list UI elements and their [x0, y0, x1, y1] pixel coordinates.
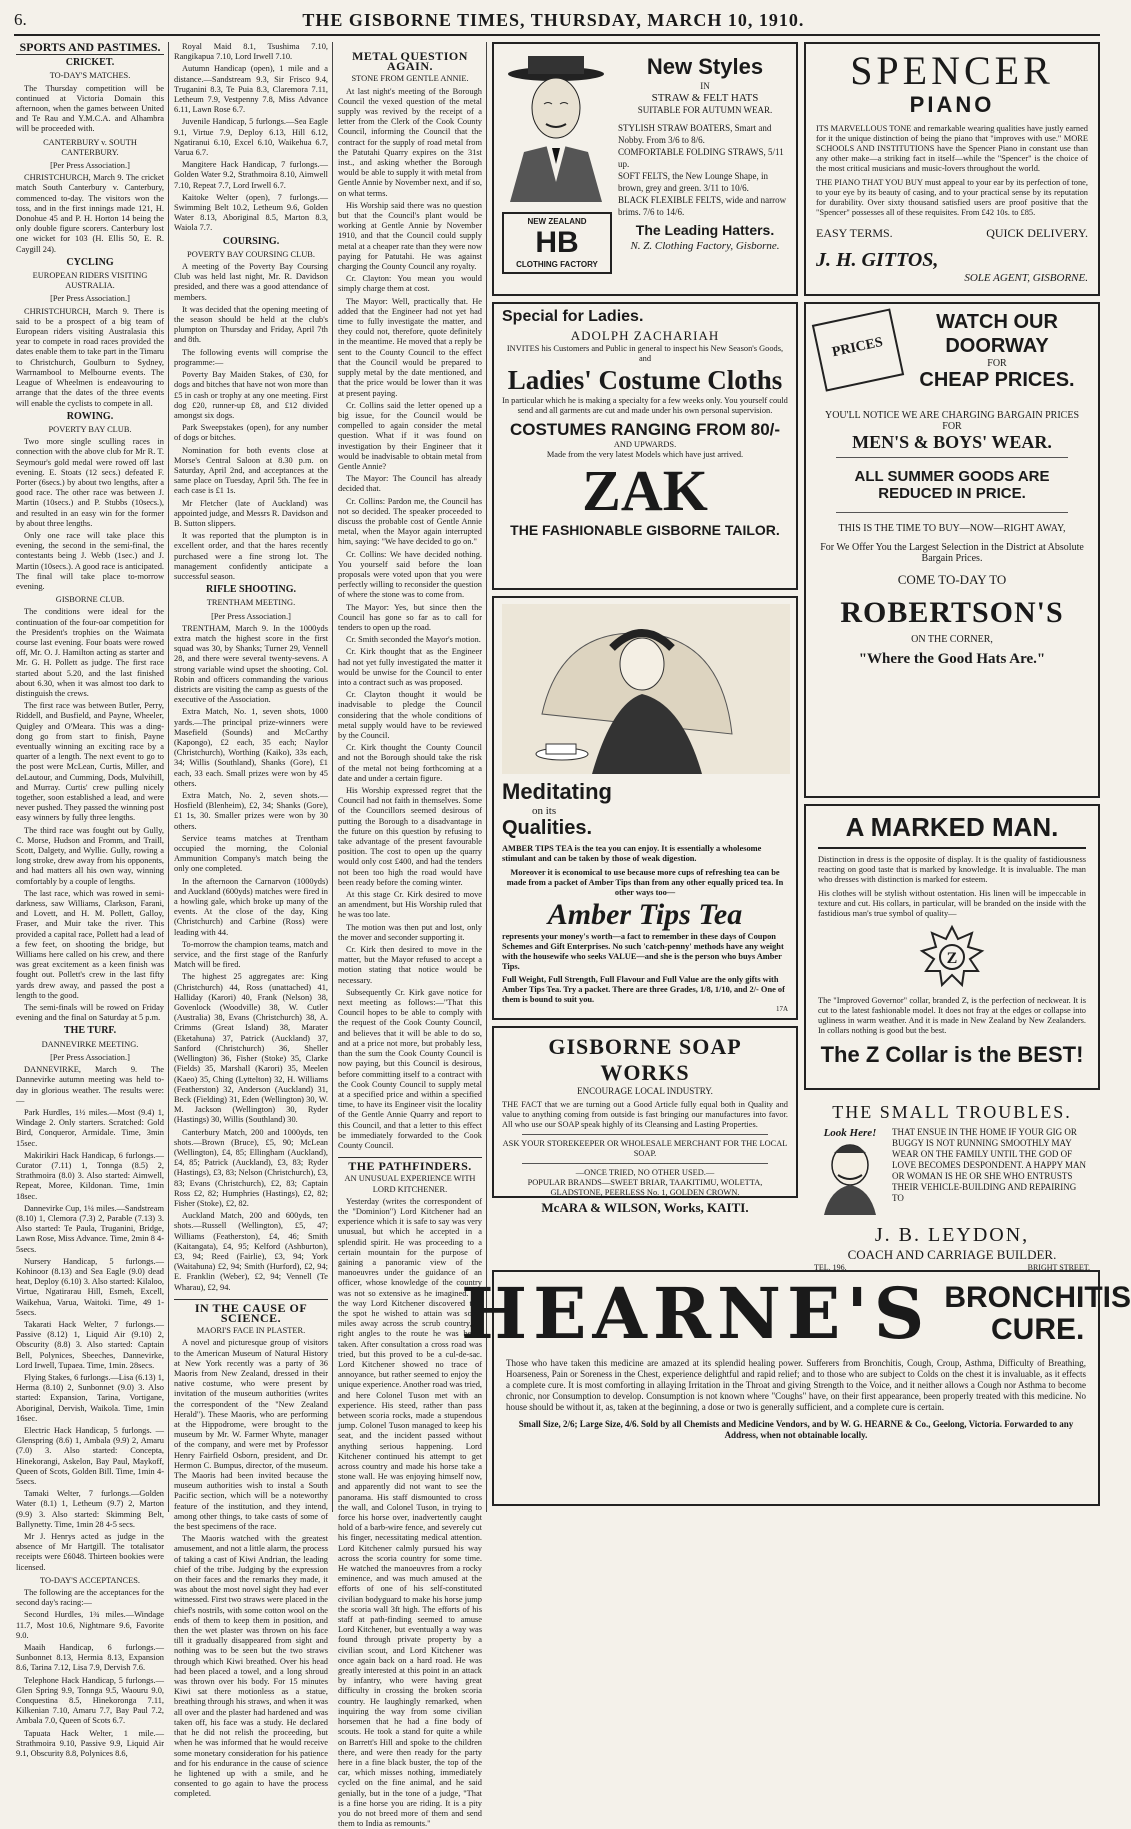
rowing-title: ROWING. — [66, 410, 114, 422]
paragraph: Royal Maid 8.1, Tsushima 7.10, Rangikapua 7.10, Lord Irwell 7.10. — [174, 42, 328, 62]
paragraph: Dannevirke Cup, 1¼ miles.—Sandstream (8.10) 1, Clemora (7.3) 2, Parable (7.13) 3. Also started: Te Paula, Truganini, Bridge, Lawn Rose, Miss Advance. Time, 2min 8 4-5secs. — [16, 1203, 164, 1254]
hat-man-illustration — [500, 52, 612, 202]
paragraph: Canterbury Match, 200 and 1000yds, ten shots.—Brown (Bruce), £5, 90; McLean (Wellington), £4, 85; Ellingham (Auckland), £4, 85; Patrick (Auckland), £3, 83; Ryder (Hastings), £3, 83; Nelson (Christchurch), £3, 83; Evans (Christchurch), £2, 83; Captain Ross £2, 82; Humphries (Hastings), £2, 82; Fisher (Stoke), £2, 82. — [174, 1127, 328, 1208]
text: SUITABLE FOR AUTUMN WEAR. — [637, 105, 773, 115]
paragraph: DANNEVIRKE, March 9. The Dannevirke autumn meeting was held to-day in glorious weather. The results were:— — [16, 1065, 164, 1105]
paragraph: Extra Match, No. 2, seven shots.—Hosfield (Blenheim), £2, 34; Shanks (Gore), £1 1s, 30. Smaller prizes were won by 30 others. — [174, 791, 328, 831]
paragraph: In the afternoon the Carnarvon (1000yds) and Auckland (600yds) matches were fired in a howling gale, which broke up many of the events. At the close of the day, King (Christchurch) and Carbine (Ross) were leading with 44. — [174, 876, 328, 937]
sports-heading: SPORTS AND PASTIMES. — [16, 42, 164, 55]
zak-logo: ZAK — [582, 458, 708, 523]
paragraph: Flying Stakes, 6 furlongs.—Lisa (6.13) 1, Herma (8.10) 2, Sunbonnet (9.0) 3. Also started: Expansion, Tarina, Vortigane, Aboriginal, Dervish, Waikola. Time, 1min 16sec. — [16, 1372, 164, 1423]
text: COSTUMES RANGING FROM 80/- — [509, 420, 781, 439]
text: represents your money's worth—a fact to remember in these days of Coupon Schemes and Gift Enterprises. No such 'catch-penny' methods have any weight with the housewife who seeks VALUE—and she is the person who buys Amber Tips. — [502, 932, 784, 971]
text: Meditating — [502, 779, 612, 804]
rifle-title: RIFLE SHOOTING. — [205, 584, 297, 596]
text: Special for Ladies. — [502, 308, 644, 325]
text: McARA & WILSON, Works, KAITI. — [541, 1200, 749, 1215]
paragraph: The conditions were ideal for the continuation of the four-oar competition for the President's trophies on the Waimata course last evening. Four boats were rowed off, Mr. O. J. Hamilton acting as starter and Mr. G. H. Pollett as judge. The first race started about 5.20, and the last finished about 6.30, when it was almost too dark to distinguish the crews. — [16, 607, 164, 698]
pathfinders-title: THE PATHFINDERS. — [338, 1157, 482, 1171]
cricket-match: CANTERBURY v. SOUTH CANTERBURY. — [43, 137, 137, 157]
paragraph: Kaitoke Welter (open), 7 furlongs.—Swimming Belt 10.2, Letheum 9.6, Golden Water 8.13, Aboriginal 8.5, Marton 8.3, Waiola 7.7. — [174, 192, 328, 233]
text: ENCOURAGE LOCAL INDUSTRY. — [577, 1086, 713, 1096]
text: ADOLPH ZACHARIAH — [570, 328, 720, 343]
paragraph: A meeting of the Poverty Bay Coursing Club was held last night, Mr. R. Davidson presided, and there was a good attendance of members. — [174, 262, 328, 302]
metal-title: METAL QUESTION AGAIN. — [352, 49, 468, 74]
text: THAT ENSUE IN THE HOME IF YOUR GIG OR BUGGY IS NOT RUNNING SMOOTHLY MAY WEAR ON THE FAMILY UNTIL THE GOD OF LOVE BECOMES DESPONDENT. A HAPPY MAN OR WOMAN IS HE OR SHE WHO ENTRUSTS THEIR VEHICLE-BUILDING AND REPAIRING TO — [892, 1127, 1087, 1203]
text: BRONCHITIS — [944, 1281, 1131, 1314]
paragraph: Park Hurdles, 1½ miles.—Most (9.4) 1, Windage 2. Only starters. Scratched: Gold Bird, Conqueror, Armidale. Time, 3min 15sec. — [16, 1107, 164, 1148]
paragraph: It was reported that the plumpton is in excellent order, and that the hares recently purchased were a fine strong lot. The management confidently anticipate a successful season. — [174, 531, 328, 581]
paragraph: CHRISTCHURCH, March 9. There is said to be a prospect of a big team of European riders visiting Australasia this year to compete in road races provided the dates enable them to take part in the Timaru to Christchurch, Goulburn to Sydney, Warrnambool to Melbourne events. The League of Wheelmen is endeavouring to arrange that the dates of the three events will enable the cyclists to compete in all. — [16, 306, 164, 408]
text: Qualities. — [502, 817, 593, 839]
paragraph: The following events will comprise the programme:— — [174, 347, 328, 367]
agent-name: J. H. GITTOS, — [816, 249, 939, 271]
piano-label: PIANO — [909, 92, 995, 117]
science-sub: MAORI'S FACE IN PLASTER. — [196, 1326, 306, 1336]
paragraph: Mr Fletcher (late of Auckland) was appointed judge, and Messrs R. Davidson and B. Sutton slippers. — [174, 498, 328, 528]
press-line: [Per Press Association.] — [211, 611, 291, 621]
cricket-sub: TO-DAY'S MATCHES. — [49, 71, 131, 81]
text: Full Weight, Full Strength, Full Flavour and Full Value are the only gifts with Amber Tips Tea. Try a packet. There are three Grades, 1/8, 1/10, and 2/- One of them is bound to suit you. — [502, 975, 785, 1004]
text: COMFORTABLE FOLDING STRAWS, 5/11 up. — [618, 147, 784, 169]
text: COME TO-DAY TO — [897, 572, 1007, 587]
paragraph: Auckland Match, 200 and 600yds, ten shots.—Russell (Wellington), £5, 47; Williams (Featherston), £4, 46; Smith (Kaitangata), £4, 95; Kelford (Ashburton), £3, 94; Reed (Fairlie), £3, 94; York (Waitahuna) £2, 94; Smith (Hurford), £2, 94; E. Franklin (Weber), £2, 94; Vennell (Te Wharau), £2, 94. — [174, 1211, 328, 1292]
text: Made from the very latest Models which have just arrived. — [546, 450, 744, 459]
paragraph: To-morrow the champion teams, match and service, and the first stage of the Ranfurly Match will be fired. — [174, 939, 328, 970]
text: —ONCE TRIED, NO OTHER USED.— — [575, 1168, 715, 1177]
z-letter: Z — [946, 950, 958, 967]
paragraph: Makirikiri Hack Handicap, 6 furlongs.—Curator (7.11) 1, Tonnga (8.5) 2, Strathmoira (8.0) 3. Also started: Aimwell, Repeat, Moree, Kildonan. Time, 1min 18sec. — [16, 1150, 164, 1201]
robertsons-name: ROBERTSON'S — [840, 596, 1064, 629]
paragraph: The motion was then put and lost, only the mover and seconder supporting it. — [338, 922, 482, 942]
text: ITS MARVELLOUS TONE and remarkable wearing qualities have justly earned for it the unique distinction of being the piano that "improves with use." MORE SCHOOLS AND INSTITUTIONS have the Spencer Piano in constant use than any other make—a striking fact in itself—while the "Spencer" is the choice of the most critical musicians and music-lovers throughout the world. — [816, 124, 1088, 173]
z-collar-best: The Z Collar is the BEST! — [820, 1042, 1084, 1067]
paragraph: A novel and picturesque group of visitors to the American Museum of Natural History at New York recently was a party of 36 Maoris from New Zealand, dressed in their native costume, who were present by invitation of the museum authorities (writes the correspondent of the "New Zealand Herald"). These Maoris, who are performing at the Hippodrome, were brought to the museum by Mr. W. Farmer Whyte, manager of the company, and were met by Professor Henry Fairfield Osborn, president, and Dr. Hermon C. Bumpus, director, of the museum. The Maoris had been invited because the museum authorities wish to instal a South Pacific section, which will be a noteworthy feature of the institution, and they intend, among other things, to take casts of some of the best specimens of the race. — [174, 1338, 328, 1532]
paragraph: Nomination for both events close at Morse's Central Saloon at 8.30 p.m. on Saturday, April 2nd, and acceptances at the same place on Tuesday, April 5th. The fee in each case is £1 1s. — [174, 445, 328, 496]
ad-new-styles — [492, 42, 798, 296]
prices-badge: PRICES — [812, 308, 904, 391]
paragraph: At last night's meeting of the Borough Council the vexed question of the metal supply was revived by the receipt of a letter from the Clerk of the Cook County Council, informing the Council that the contract for the supply of road metal from the Patutahi Quarry expires on the 31st inst., and asking whether the Borough would be able to supply it with metal from Gentle Annie by November next, and if so, on what terms. — [338, 86, 482, 198]
paragraph: Extra Match, No. 1, seven shots, 1000 yards.—The principal prize-winners were Masefield (Sounds) and McCarthy (Kapongo), £2 each, 35 each; Naylor (Christchurch), Worthing (Kaiko), 33s each, 34; Willis (Southland), Shanks (Gore), £1 each, 33 each. Small prizes were won by 45 others. — [174, 707, 328, 788]
paragraph: Poverty Bay Maiden Stakes, of £30, for dogs and bitches that have not won more than £5 in cash or trophy at any one meeting. First dog £20, runner-up £8, and £12 divided amongst six dogs. — [174, 370, 328, 420]
paragraph: The Thursday competition will be continued at Victoria Domain this afternoon, when the games between United and Te Rau and Y.M.C.A. and Alhambra will be proceeded with. — [16, 83, 164, 134]
ad-spencer-piano — [804, 42, 1100, 296]
text: STYLISH STRAW BOATERS, Smart and Nobby. From 3/6 to 8/6. — [618, 123, 772, 145]
text: IN — [700, 81, 710, 91]
text: The "Improved Governor" collar, branded Z, is the perfection of neckwear. It is cut to the latest fashionable model. It does not fray at the edges or collapse into ugliness in warm weather. And it is made in New Zealand by New Zealanders. In collars nothing is good but the best. — [818, 996, 1086, 1035]
text: Ladies' Costume Cloths — [507, 365, 783, 395]
text: SOLE AGENT, GISBORNE. — [964, 272, 1088, 284]
text: COACH AND CARRIAGE BUILDER. — [847, 1247, 1057, 1262]
paragraph: Electric Hack Handicap, 5 furlongs. —Glenspring (8.6) 1, Ambala (9.9) 2, Amaru (7.0) 3. Also started: Concepta, Hinekorangi, Askelon, Bay Paul, Maykoff, Queen of Scots, Golden Bill. Time, 1min 4-5secs. — [16, 1426, 164, 1487]
text: FOR — [987, 358, 1007, 369]
paragraph: Cr. Smith seconded the Mayor's motion. — [346, 635, 481, 645]
ad-amber-tips — [492, 596, 798, 1020]
paragraph: Mr J. Henrys acted as judge in the absence of Mr Hartgill. The totalisator receipts were £6048. Thirteen bookies were licensed. — [16, 1532, 164, 1572]
text: THIS IS THE TIME TO BUY—NOW—RIGHT AWAY, — [838, 523, 1066, 534]
paragraph: The Mayor: Yes, but since then the Council has gone so far as to call for tenders to open up the road. — [338, 602, 482, 632]
paragraph: His Worship said there was no question but that the Council's plant would be working at Gentle Annie by November 1910, and that the Council could supply metal at a cheaper rate than they were now paying for Patutahi. He was against charging the County Council any royalty. — [338, 200, 482, 272]
paragraph: Yesterday (writes the correspondent of the "Dominion") Lord Kitchener had an experience which it is safe to say was very unusual, but which he accepted in a splendid spirit. He was proceeding to a certain mountain for the purpose of gaining a panoramic view of the manoeuvres under the guidance of an officer, whose knowledge of the country was not so extensive as he imagined. On the way Lord Kitchener discovered that the spot he wished to attain was some miles away across the scrub country, at right angles to the route he was being taken. After consultation a cross road was tried, but this proved to be a cul-de-sac. Lord Kitchener showed no trace of annoyance, but rather seemed to enjoy the unique experience. Another road was tried, and here Colonel Tuson met with an experience. His steed, rather than pass between scoria rocks, made a stupendous jump. Colonel Tuson managed to keep his seat, and the incident passed without anything serious happening. Lord Kitchener continued his attempt to get across country and made his horse take a stone wall. He was enjoying himself now, and apparently did not want to see the panorama. His staff dismounted to cross the wall, and Colonel Tuson, in trying to force his horse over, inadvertently caught hold of a barb-wire fence, and severely cut his finger, necessitating medical attention. Lord Kitchener calmly pursued his way across the scoria country for some time. He watched the manoeuvres from a rocky eminence, and was much amused at the efforts of one of his self-constituted civilian bodyguard to make his horse jump the scoria wall 3ft high. The efforts of his staff at path-finding seemed to amuse Lord Kitchener, but eventually a way was found through private property by a civilian scout, and Lord Kitchener was once again back on a hard road. He was greatly interested at this point in an attack by infantry, who were having great difficulty in crossing the broken scoria country. He laughingly remarked, when inquiring the way from some civilian horsemen that he had a fine body of scouts. He took a stand for quite a while on Barrett's Hill and spoke to the children there, and were then ready for the party here in a fine black buster, the top of the car, which misses nothing, immediately cycled on the fine animal, and he said genially, but in the tone of a judge, "That is a fine horse you are riding. It is a pity you do not breed more of them and send them to India as remounts." — [338, 1196, 482, 1829]
page-number: 6. — [14, 10, 27, 29]
ad-small-troubles — [804, 1096, 1100, 1272]
column-sports — [16, 40, 165, 1759]
paragraph: Two more single sculling races in connection with the above club for Mr R. T. Seymour's gold medal were rowed off last evening. E. Stoats (12 secs.) defeated F. Porter (6secs.) by about two lengths, after a good race. The other race was between J. Martin (10secs.) and P. Stubbs (10secs.), and resulted in an easy win for the former by about three lengths. — [16, 437, 164, 528]
paragraph: It was decided that the opening meeting of the season should be held at the club's plumpton on Thursday and Friday, April 7th and 8th. — [174, 304, 328, 345]
ad-hearnes — [461, 1270, 1131, 1506]
science-title: IN THE CAUSE OF SCIENCE. — [174, 1299, 328, 1323]
text: J. B. LEYDON, — [874, 1224, 1030, 1246]
coursing-title: COURSING. — [222, 235, 280, 247]
soap-title: GISBORNE SOAP WORKS — [548, 1034, 742, 1085]
troubles-title: THE SMALL TROUBLES. — [832, 1102, 1072, 1122]
masthead — [14, 6, 1100, 36]
text: on its — [532, 805, 557, 817]
paragraph: Service teams matches at Trentham occupied the morning, the Colonial Ammunition Company's match being the only one completed. — [174, 833, 328, 874]
text: WATCH OUR — [936, 311, 1058, 333]
paragraph: Cr. Kirk thought the County Council and not the Borough should take the risk of the metal not being forthcoming at a date and under a certain figure. — [338, 743, 482, 783]
paragraph: Tapuata Hack Welter, 1 mile.—Strathmoira 9.10, Passive 9.9, Liquid Air 9.1, Obscurity 8.8, Polynices 8.6, — [16, 1728, 164, 1759]
paragraph: The Mayor: Well, practically that. He added that the Engineer had not yet had time to fully investigate the matter, and they could not, therefore, quote definitely in the meantime. He moved that a reply be sent to the County Council to the effect that the Council would be prepared to supply metal by the date mentioned, and that the price would be lower than it was at present paying. — [338, 296, 482, 398]
paragraph: Park Sweepstakes (open), for any number of dogs or bitches. — [174, 423, 328, 443]
pathfinders-sub: AN UNUSUAL EXPERIENCE WITH LORD KITCHENER. — [344, 1174, 476, 1194]
text: MEN'S & BOYS' WEAR. — [852, 432, 1052, 452]
paragraph: Cr. Collins: Pardon me, the Council has not so decided. The speaker proceeded to discuss the probable cost of Gentle Annie metal, when the Mayor again interrupted him, saying: "We have decided to go on." — [338, 496, 482, 547]
rowing-sub2: GISBORNE CLUB. — [55, 595, 125, 605]
text: DOORWAY — [945, 335, 1049, 357]
press-line: [Per Press Association.] — [50, 1052, 130, 1062]
text: SOFT FELTS, the New Lounge Shape, in brown, grey and green. 3/11 to 10/6. — [618, 171, 768, 193]
text: AMBER TIPS TEA is the tea you can enjoy. It is essentially a wholesome stimulant and can be taken by those of weak digestion. — [502, 844, 762, 863]
text: THE PIANO THAT YOU BUY must appeal to your ear by its perfection of tone, to your eye by its beauty of casing, and to your practical sense by its reputation for durability. Over sixty thousand satisfied users are proof positive that the "Spencer" possesses all of these requisites. From £42 10s. to £85. — [816, 178, 1088, 217]
text: YOU'LL NOTICE WE ARE CHARGING BARGAIN PRICES — [824, 410, 1080, 421]
paragraph: Second Hurdles, 1¾ miles.—Windage 11.7, Most 10.6, Nightmare 9.6, Favorite 9.0. — [16, 1610, 164, 1640]
text: 17A — [775, 1005, 788, 1013]
paragraph: Maaih Handicap, 6 furlongs.—Sunbonnet 8.13, Hermia 8.13, Expansion 8.6, Tarina 7.12, Lisa 7.9, Dervish 7.6. — [16, 1643, 164, 1673]
paragraph: At this stage Cr. Kirk desired to move an amendment, but His Worship ruled that he was too late. — [338, 890, 482, 920]
turf-sub: DANNEVIRKE MEETING. — [41, 1039, 139, 1049]
paragraph: The Maoris watched with the greatest amusement, and not a little alarm, the process of taking a cast of Kiwi Andrian, the leading chief of the tribe. Judging by the expression on their faces and the remarks they made, it was about the most novel sight they had ever witnessed. First two straws were placed in the chief's nostrils, with some cotton wool on the ends of them to keep them in position, and then the wet plaster was thrown on his face till it gradually disappeared from sight and nothing was to be seen but the two straws through which Kiwi breathed. Over his head had been placed a towel, and a long shroud was thrown over his body. For 15 minutes Kiwi sat there motionless as a statue, breathing through his straws, and when it was all over and the plaster had hardened and was taken off, his face was a study. He declared that he did not relish the proceeding, but when he was informed that he would receive some monetary consideration for his patience and for his endurance in the cause of science he lightened up with a smile, and he consented to go again to have the process completed. — [174, 1534, 328, 1799]
paragraph: Cr. Clayton: You mean you would simply charge them at cost. — [338, 274, 482, 294]
paragraph: His Worship expressed regret that the Council had not faith in themselves. Some of the Councillors seemed desirous of putting the Borough to a disadvantage in the future on this question by refusing to take advantage of the present favourable position. The cost to open up the quarry would only cost £400, and had the tenders not been too high the road would have been ready before the coming winter. — [338, 786, 482, 887]
paragraph: The first race was between Butler, Perry, Riddell, and Busfield, and Payne, Wheeler, Quigley and O'Meara. This was a ding-dong go from start to finish, Payne eventually winning an exciting race by a quarter of a length. The next event to go to the post were McLean, Curtis, Miller, and deLautour, and Cumming, Dods, Mulvihill, and Murray. Curtis' crew pulling nicely together, soon established a lead, and were never pushed. They passed the winning post easy winners by fully three lengths. — [16, 701, 165, 823]
turf-sub2: TO-DAY'S ACCEPTANCES. — [40, 1575, 140, 1585]
text: STRAW & FELT HATS — [651, 92, 759, 104]
ad-marked-man — [804, 804, 1100, 1090]
paragraph: The last race, which was rowed in semi-darkness, saw Williams, Clarkson, Farani, and Lovett, and H. M. Pollett, Galloy, Fraser, and Muir take the river. This provided a capital race, Pollett had a lead of a few feet, on shooting the bridge, but Williams here called on his crew, and there was great excitement as a keen finish was fought out. Pollett's crew in the last fifty yards drew away, and passed the post a length to the good. — [16, 888, 164, 1000]
paragraph: Cr. Collins said the letter opened up a big issue, for the Council would be compelled to again consider the metal question. What if it was found on investigation by their Engineer that it would be inadvisable to obtain metal from Gentle Annie? — [338, 400, 482, 471]
text: TEL. 196. — [814, 1263, 847, 1272]
new-styles-title: New Styles — [646, 54, 764, 79]
paragraph: The third race was fought out by Gully, C. Morse, Hudson and Fromm, and Traill, Scott, Dalgety, and Wyllie. Gully, rowing a long stroke, drew away from his opponents, and had matters all his own way, winning comfortably by a couple of lengths. — [16, 825, 164, 886]
turf-title: THE TURF. — [63, 1025, 117, 1037]
newspaper-title: THE GISBORNE TIMES, THURSDAY, MARCH 10, 1910. — [302, 9, 805, 30]
press-line: [Per Press Association.] — [50, 294, 130, 304]
text: CURE. — [990, 1313, 1085, 1346]
text: AND UPWARDS. — [613, 440, 677, 449]
rifle-sub: TRENTHAM MEETING. — [206, 598, 296, 608]
text: His clothes will be stylish without ostentation. His linen will be impeccable in texture and cut. His collars, in particular, will be branded on the inside with the fastidious man's true symbol of quality— — [818, 889, 1086, 918]
text: THE FASHIONABLE GISBORNE TAILOR. — [510, 522, 780, 538]
paragraph: The Mayor: The Council has already decided that. — [338, 474, 482, 494]
ad-robertsons — [804, 302, 1100, 798]
hb-logo: NEW ZEALAND HB CLOTHING FACTORY — [502, 212, 612, 274]
text: N. Z. Clothing Factory, Gisborne. — [630, 240, 780, 252]
text: EASY TERMS. — [816, 226, 893, 240]
paragraph: Cr. Clayton thought it would be inadvisable to pledge the Council considering that the whole conditions of metal supply would have to be reviewed by the Council. — [338, 690, 482, 740]
paragraph: The semi-finals will be rowed on Friday evening and the final on Saturday at 5 p.m. — [16, 1003, 164, 1023]
coursing-sub: POVERTY BAY COURSING CLUB. — [187, 249, 315, 259]
text: The Leading Hatters. — [635, 222, 775, 238]
paragraph: Cr. Kirk then desired to move in the matter, but the Mayor refused to accept a motion stating that notice would be necessary. — [338, 945, 482, 985]
hearnes-name: HEARNE'S — [461, 1272, 931, 1355]
text: Those who have taken this medicine are amazed at its splendid healing power. Sufferers from Bronchitis, Cough, Croup, Asthma, Difficulty of Breathing, Hoarseness, Pain or Soreness in the Chest, experience delightful and rapid relief; and to those who are subject to Colds on the chest it is invaluable, as it effects a complete cure. It is most comforting in allaying Irritation in the Throat and giving Strength to the Voice, and it neither allows a Cough nor Asthma to become chronic, nor Consumption to develop. Consumption is not known where "Coughs" have, on their first appearance, been properly treated with this medicine. No house should be without it, as, taken at the beginning, a dose or two is generally sufficient, and a complete cure is certain. — [506, 1358, 1086, 1412]
text: ALL SUMMER GOODS ARE REDUCED IN PRICE. — [854, 468, 1050, 502]
text: In particular which he is making a specialty for a few weeks only. You yourself could send and all garments are cut and made under his own personal supervision. — [502, 396, 788, 415]
text: POPULAR BRANDS—SWEET BRIAR, TAAKITIMU, WOLETTA, GLADSTONE, PEERLESS No. 1, GOLDEN CROWN. — [527, 1178, 763, 1197]
text: Distinction in dress is the opposite of display. It is the quality of fastidiousness reacting on good taste that is marked by knowledge. It is invaluable. The man who dresses with distinction is marked for esteem. — [818, 855, 1086, 884]
paragraph: Telephone Hack Handicap, 5 furlongs.—Glen Spring 9.9, Tonnga 9.5, Waouru 9.0, Conquestina 8.5, Hinekoronga 7.11, Kilkenian 7.10, Amaru 7.7, Bay Paul 7.2, Ambala 7.0, Queen of Scots 6.7. — [16, 1675, 164, 1726]
text: INVITES his Customers and Public in general to inspect his New Season's Goods, and — [506, 344, 784, 363]
rowing-sub: POVERTY BAY CLUB. — [48, 424, 132, 434]
text: QUICK DELIVERY. — [986, 226, 1088, 240]
ad-soap-works — [492, 1026, 798, 1215]
text: ASK YOUR STOREKEEPER OR WHOLESALE MERCHANT FOR THE LOCAL SOAP. — [502, 1139, 788, 1158]
paragraph: Autumn Handicap (open), 1 mile and a distance.—Sandstream 9.3, Sir Frisco 9.4, Truganini 8.3, Te Puia 8.3, Claremora 7.11, Letheum 7.9, Vestpenny 7.8, Miss Advance 6.11, Lawn Rose 6.7. — [174, 64, 328, 115]
paragraph: Juvenile Handicap, 5 furlongs.—Sea Eagle 9.1, Virtue 7.9, Deploy 6.13, Hill 6.12, Ngatiranui 6.10, Excel 6.10, Waikehua 6.7, Varua 6.7. — [174, 117, 328, 158]
ad-ladies — [492, 302, 798, 590]
text: Moreover it is economical to use because more cups of refreshing tea can be made from a packet of Amber Tips than from any other equally priced tea. In other ways too— — [506, 868, 784, 897]
paragraph: Tamaki Welter, 7 furlongs.—Golden Water (8.1) 1, Letheum (9.7) 2, Marton (9.9) 3. Also started: Skimming Belt, Ballynetty. Time, 1min 28 4-5 secs. — [16, 1489, 164, 1529]
text: Look Here! — [823, 1127, 877, 1139]
press-line: [Per Press Association.] — [50, 161, 130, 171]
paragraph: Nursery Handicap, 5 furlongs.—Kohinoor (8.13) and Sea Eagle (9.0) dead heat, Deploy (6.10) 3. Also started: Kilaloo, Virtue, Ngatirarau Hill, Esmeh, Excell, Waikehua, Varua, Waitoki. Time, 49 1-5secs. — [16, 1256, 164, 1317]
paragraph: Cr. Kirk thought that as the Engineer had not yet fully investigated the matter it would be unwise for the Council to enter into a contract such as was proposed. — [338, 647, 482, 687]
text: "Where the Good Hats Are." — [858, 651, 1046, 667]
spencer-title: SPENCER — [850, 48, 1054, 93]
text: ON THE CORNER, — [911, 634, 993, 645]
gentleman-caricature — [816, 1139, 884, 1215]
cricket-title: CRICKET. — [65, 57, 115, 69]
cycling-title: CYCLING — [66, 256, 114, 268]
text: THE FACT that we are turning out a Good Article fully equal both in Quality and value to anything coming from outside is fast bringing our manufactures into favor. All who use our SOAP speak highly of its Cleansing and Lasting Properties. — [502, 1100, 788, 1129]
paragraph: Cr. Collins: We have decided nothing. You yourself said before the loan proposals were voted upon that you were perfectly willing to reconsider the question of where the stone was to come from. — [338, 549, 482, 600]
text: BLACK FLEXIBLE FELTS, wide and narrow brims. 7/6 to 14/6. — [618, 195, 787, 217]
paragraph: Subsequently Cr. Kirk gave notice for next meeting as follows:—"That this Council hopes to be able to comply with the request of the Cook County Council, and believes that it will be able to do so, and at a price not more, but probably less, than the sum the Cook County Council is now paying, but this Council is desirous, before committing itself to a contract with the Cook County Council to supply metal at a specified price and within a specified time, to have its Engineer visit the locality of the Gentle Annie Quarry and report to this Council, and that a letter to this effect be immediately forwarded to the Cook County Council. — [338, 987, 482, 1150]
metal-sub: STONE FROM GENTLE ANNIE. — [351, 74, 469, 84]
column-sports-continued — [174, 42, 328, 1799]
text: FOR — [942, 421, 962, 432]
paragraph: The following are the acceptances for the second day's racing:— — [16, 1588, 164, 1608]
paragraph: CHRISTCHURCH, March 9. The cricket match South Canterbury v. Canterbury, commenced to-day. The visitors won the toss, and in the first innings made 121, H. Donohue 45 and P. H. Horton 14 being the only double figure scorers. Canterbury lost one wicket for 103 (H. Ellis 50, E. R. Caygill 24). — [16, 173, 164, 254]
amber-tips-brand: Amber Tips Tea — [547, 898, 743, 931]
cycling-sub: EUROPEAN RIDERS VISITING AUSTRALIA. — [32, 271, 148, 291]
paragraph: Takarati Hack Welter, 7 furlongs.—Passive (8.12) 1, Liquid Air (9.10) 2, Obscurity (8.8) 3. Also started: Captain Bell, Polynices, Sbeeches, Dannevirke, Lord Irwell, Tupaea. Time, 1min. 28secs. — [16, 1319, 164, 1370]
paragraph: The highest 25 aggregates are: King (Christchurch) 44, Ross (unattached) 41, Halliday (Karori) 40, Frank (Nelson) 38, Govenlock (Woodville) 38, W. Cutler (Australia) 38, Evans (Christchurch) 38, A. Crimms (Great Island) 38, Marater (Eketahuna) 37, Patrick (Auckland) 37, Sanford (Christchurch) 36, Sheller (Wellington) 36, Fisher (Stoke) 35, Clarke (Fields) 35, Marshall (Karori) 35, Meelen (Kaeo) 35, Ching (Lyttelton) 32, H. Williams (Featherston) 32, Anderson (Auckland) 31, Beck (Fielding) 31, Eden (Wellington) 30, W. M. Jackson (Wellington) 30, Ryder (Hastings) 30, Willis (Southland) 30. — [174, 972, 328, 1125]
woman-drinking-tea-illustration — [502, 604, 790, 774]
paragraph: Mangitere Hack Handicap, 7 furlongs.—Golden Water 9.2, Strathmoira 8.10, Aimwell 7.10, Repeat 7.7, Lord Irwell 6.7. — [174, 160, 328, 190]
paragraph: TRENTHAM, March 9. In the 1000yds extra match the highest score in the first squad was 30, by Shanks; Turner 29, Vennell 28, and there were several twenty-sevens. A strong variable wind upset the shooting. Col. Robin and officers commanding the various districts are visiting the camp as guests of the executive of the Association. — [174, 623, 328, 705]
marked-man-title: A MARKED MAN. — [818, 812, 1086, 849]
text: For We Offer You the Largest Selection in the District at Absolute Bargain Prices. — [820, 542, 1084, 564]
text: Small Size, 2/6; Large Size, 4/6. Sold by all Chemists and Medicine Vendors, and by W. G. HEARNE & Co., Geelong, Victoria. Forwarded to any Address, when not obtainable locally. — [518, 1419, 1074, 1440]
paragraph: Only one race will take place this evening, the second in the semi-final, the contestants being J. Webb (1sec.) and J. Martin (10secs.). A good race is anticipated. The final will take place to-morrow evening. — [16, 530, 164, 591]
text: BRIGHT STREET. — [1027, 1263, 1090, 1272]
text: CHEAP PRICES. — [919, 369, 1075, 391]
